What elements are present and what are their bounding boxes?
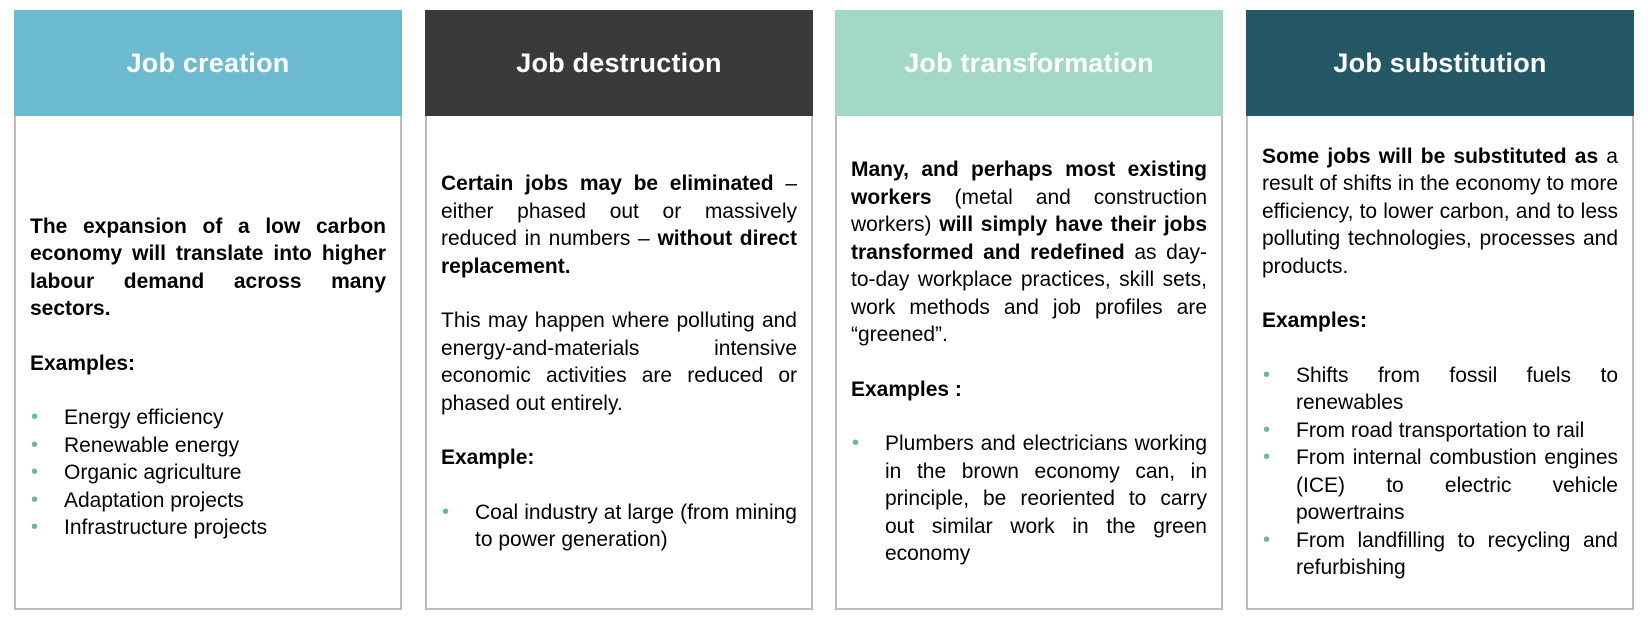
list-item: • Energy efficiency (30, 404, 386, 432)
examples-label: Examples: (30, 351, 136, 375)
card-header (835, 10, 1223, 116)
examples-list (1262, 362, 1618, 582)
card-body (835, 116, 1223, 610)
card-job-destruction (425, 10, 813, 610)
intro-text: Some jobs will be substituted as a result of shifts in the economy to more efficiency, to lower carbon, and to less polluting technologies, processes and products. (1262, 144, 1618, 278)
card-title: Job transformation (904, 47, 1154, 78)
bullet-icon: • (31, 406, 39, 428)
bullet-icon: • (31, 461, 39, 483)
card-header (425, 10, 813, 116)
list-item: • Adaptation projects (30, 487, 386, 515)
examples-list (30, 404, 386, 542)
list-item: • From road transportation to rail (1262, 417, 1618, 445)
intro-text: Certain jobs may be eliminated – either phased out or massively reduced in numbers – without direct replacement. (441, 172, 797, 278)
card-title: Job substitution (1333, 47, 1547, 78)
card-job-creation (14, 10, 402, 610)
list-item: • Coal industry at large (from mining to power generation) (442, 500, 797, 552)
list-item: • Organic agriculture (30, 459, 386, 487)
card-body (1246, 116, 1634, 610)
examples-label: Examples: (1262, 309, 1368, 332)
list-item: • From landfilling to recycling and refurbishing (1263, 528, 1618, 579)
bullet-icon: • (31, 516, 39, 538)
bullet-icon: • (1263, 528, 1271, 551)
list-item: • Renewable energy (30, 432, 386, 460)
list-item: • Infrastructure projects (30, 514, 386, 542)
list-item: • Shifts from fossil fuels to renewables (1263, 363, 1618, 414)
examples-list (441, 499, 797, 554)
examples-label: Example: (441, 446, 535, 470)
bullet-icon: • (852, 432, 860, 455)
card-body (14, 116, 402, 610)
card-header (1246, 10, 1634, 116)
list-item: • From internal combustion engines (ICE) to electric vehicle powertrains (1263, 446, 1618, 524)
intro-text: The expansion of a low carbon economy will translate into higher labour demand across many sectors. (30, 214, 386, 320)
intro-text: Many, and perhaps most existing workers (metal and construction workers) will simply have their jobs transformed and redefined as day-to-day workplace practices, skill sets, work methods and job profiles are “greened”. (851, 158, 1208, 347)
card-job-transformation (835, 10, 1223, 610)
bullet-icon: • (31, 488, 39, 511)
examples-list (851, 430, 1207, 568)
card-header (14, 10, 402, 116)
bullet-icon: • (442, 500, 450, 523)
card-title: Job destruction (516, 47, 722, 78)
list-item: • Plumbers and electricians working in the brown economy can, in principle, be reoriented to carry out similar work in the green economy (852, 432, 1207, 566)
bullet-icon: • (31, 433, 39, 456)
bullet-icon: • (1263, 363, 1271, 386)
bullet-icon: • (1263, 446, 1271, 468)
bullet-icon: • (1263, 418, 1271, 441)
card-body (425, 116, 813, 610)
description-text: This may happen where polluting and energy-and-materials intensive economic activities are reduced or phased out entirely. (441, 309, 797, 415)
examples-label: Examples : (851, 377, 962, 401)
card-title: Job creation (126, 47, 290, 78)
card-job-substitution (1246, 10, 1634, 610)
